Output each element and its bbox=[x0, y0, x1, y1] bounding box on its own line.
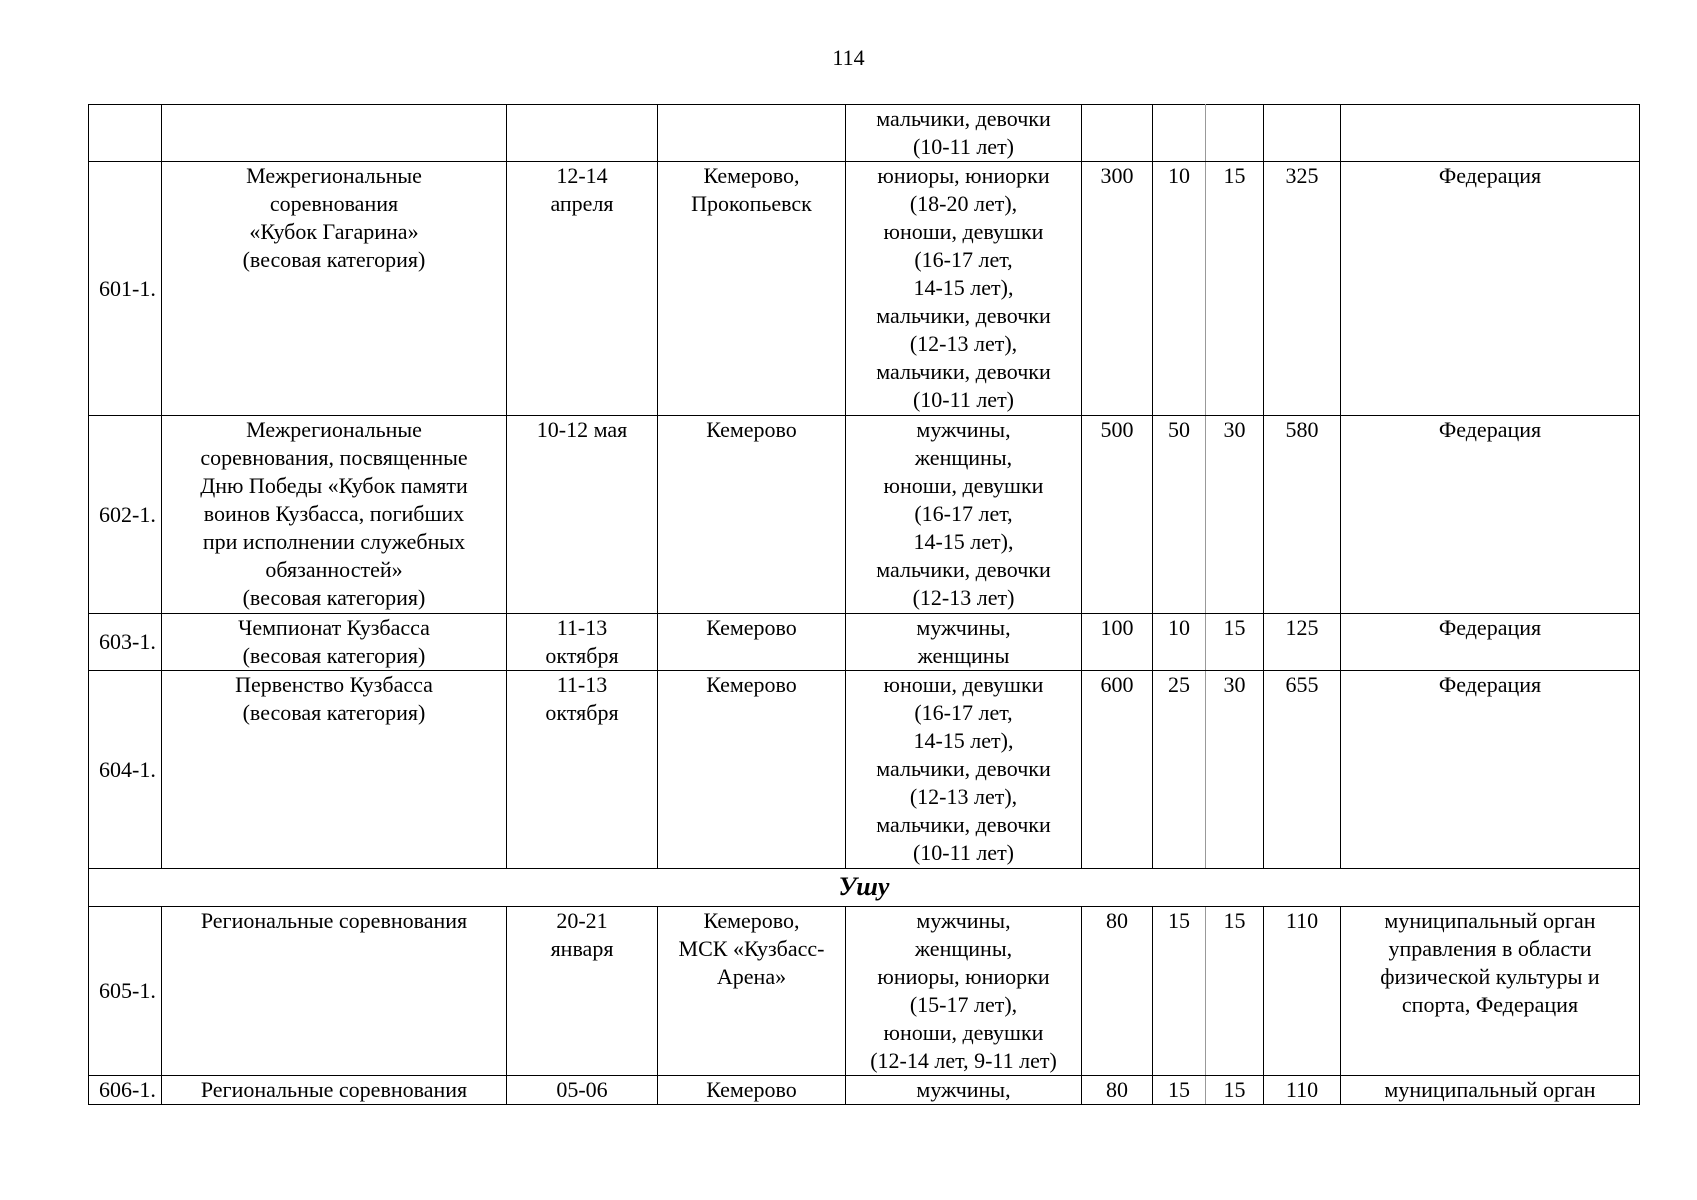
cell-total: 655 bbox=[1264, 671, 1341, 869]
cell-num: 603-1. bbox=[89, 614, 162, 671]
cell-count-3: 15 bbox=[1206, 907, 1264, 1076]
cell-participants: мужчины, bbox=[846, 1076, 1082, 1105]
table-row bbox=[89, 614, 1640, 671]
events-table bbox=[88, 104, 1640, 1105]
cell-organizer: муниципальный орган bbox=[1341, 1076, 1640, 1105]
cell-dates: 10-12 мая bbox=[507, 416, 658, 614]
cell-count-3: 15 bbox=[1206, 1076, 1264, 1105]
table-row bbox=[89, 416, 1640, 614]
cell-total: 325 bbox=[1264, 162, 1341, 416]
cell-dates: 05-06 bbox=[507, 1076, 658, 1105]
cell-participants: мужчины, женщины, юниоры, юниорки (15-17 лет), юноши, девушки (12-14 лет, 9-11 лет) bbox=[846, 907, 1082, 1076]
cell-num: 601-1. bbox=[89, 162, 162, 416]
cell-num: 604-1. bbox=[89, 671, 162, 869]
cell-place: Кемерово bbox=[658, 614, 846, 671]
cell-total: 580 bbox=[1264, 416, 1341, 614]
cell-count-2: 10 bbox=[1153, 614, 1206, 671]
cell-count-2: 25 bbox=[1153, 671, 1206, 869]
cell-place bbox=[658, 105, 846, 162]
section-title: Ушу bbox=[89, 869, 1640, 907]
table-row bbox=[89, 162, 1640, 416]
cell-participants: юниоры, юниорки (18-20 лет), юноши, девушки (16-17 лет, 14-15 лет), мальчики, девочки (12-13 лет), мальчики, девочки (10-11 лет) bbox=[846, 162, 1082, 416]
cell-place: Кемерово, Прокопьевск bbox=[658, 162, 846, 416]
cell-organizer: Федерация bbox=[1341, 671, 1640, 869]
table-row bbox=[89, 1076, 1640, 1105]
cell-name: Региональные соревнования bbox=[162, 1076, 507, 1105]
cell-count-2: 50 bbox=[1153, 416, 1206, 614]
cell-name: Межрегиональные соревнования, посвященные Дню Победы «Кубок памяти воинов Кузбасса, погибших при исполнении служебных обязанностей» (весовая категория) bbox=[162, 416, 507, 614]
cell-participants: мальчики, девочки (10-11 лет) bbox=[846, 105, 1082, 162]
cell-count-2 bbox=[1153, 105, 1206, 162]
cell-organizer bbox=[1341, 105, 1640, 162]
cell-name: Межрегиональные соревнования «Кубок Гагарина» (весовая категория) bbox=[162, 162, 507, 416]
cell-num bbox=[89, 105, 162, 162]
cell-count-3: 15 bbox=[1206, 162, 1264, 416]
cell-place: Кемерово bbox=[658, 416, 846, 614]
cell-count-1: 500 bbox=[1082, 416, 1153, 614]
cell-organizer: Федерация bbox=[1341, 614, 1640, 671]
cell-count-1: 80 bbox=[1082, 907, 1153, 1076]
table-row bbox=[89, 671, 1640, 869]
cell-place: Кемерово, МСК «Кузбасс- Арена» bbox=[658, 907, 846, 1076]
cell-dates: 12-14 апреля bbox=[507, 162, 658, 416]
cell-name: Региональные соревнования bbox=[162, 907, 507, 1076]
cell-dates: 11-13 октября bbox=[507, 614, 658, 671]
cell-num: 606-1. bbox=[89, 1076, 162, 1105]
cell-count-3: 15 bbox=[1206, 614, 1264, 671]
cell-organizer: муниципальный орган управления в области физической культуры и спорта, Федерация bbox=[1341, 907, 1640, 1076]
cell-name: Чемпионат Кузбасса (весовая категория) bbox=[162, 614, 507, 671]
cell-total bbox=[1264, 105, 1341, 162]
cell-num: 602-1. bbox=[89, 416, 162, 614]
cell-organizer: Федерация bbox=[1341, 416, 1640, 614]
cell-dates bbox=[507, 105, 658, 162]
cell-participants: мужчины, женщины bbox=[846, 614, 1082, 671]
cell-count-2: 15 bbox=[1153, 907, 1206, 1076]
section-row bbox=[89, 869, 1640, 907]
cell-organizer: Федерация bbox=[1341, 162, 1640, 416]
cell-place: Кемерово bbox=[658, 671, 846, 869]
cell-dates: 11-13 октября bbox=[507, 671, 658, 869]
cell-name bbox=[162, 105, 507, 162]
cell-count-1: 600 bbox=[1082, 671, 1153, 869]
cell-count-3 bbox=[1206, 105, 1264, 162]
cell-count-2: 15 bbox=[1153, 1076, 1206, 1105]
table-row bbox=[89, 907, 1640, 1076]
cell-count-1: 300 bbox=[1082, 162, 1153, 416]
cell-total: 110 bbox=[1264, 907, 1341, 1076]
cell-name: Первенство Кузбасса (весовая категория) bbox=[162, 671, 507, 869]
cell-count-3: 30 bbox=[1206, 416, 1264, 614]
cell-count-2: 10 bbox=[1153, 162, 1206, 416]
cell-count-1: 100 bbox=[1082, 614, 1153, 671]
cell-total: 110 bbox=[1264, 1076, 1341, 1105]
cell-count-1: 80 bbox=[1082, 1076, 1153, 1105]
cell-place: Кемерово bbox=[658, 1076, 846, 1105]
page-number: 114 bbox=[832, 45, 865, 70]
cell-count-3: 30 bbox=[1206, 671, 1264, 869]
cell-participants: мужчины, женщины, юноши, девушки (16-17 лет, 14-15 лет), мальчики, девочки (12-13 лет) bbox=[846, 416, 1082, 614]
cell-num: 605-1. bbox=[89, 907, 162, 1076]
table-row bbox=[89, 105, 1640, 162]
cell-participants: юноши, девушки (16-17 лет, 14-15 лет), мальчики, девочки (12-13 лет), мальчики, девочки (10-11 лет) bbox=[846, 671, 1082, 869]
cell-dates: 20-21 января bbox=[507, 907, 658, 1076]
cell-total: 125 bbox=[1264, 614, 1341, 671]
cell-count-1 bbox=[1082, 105, 1153, 162]
